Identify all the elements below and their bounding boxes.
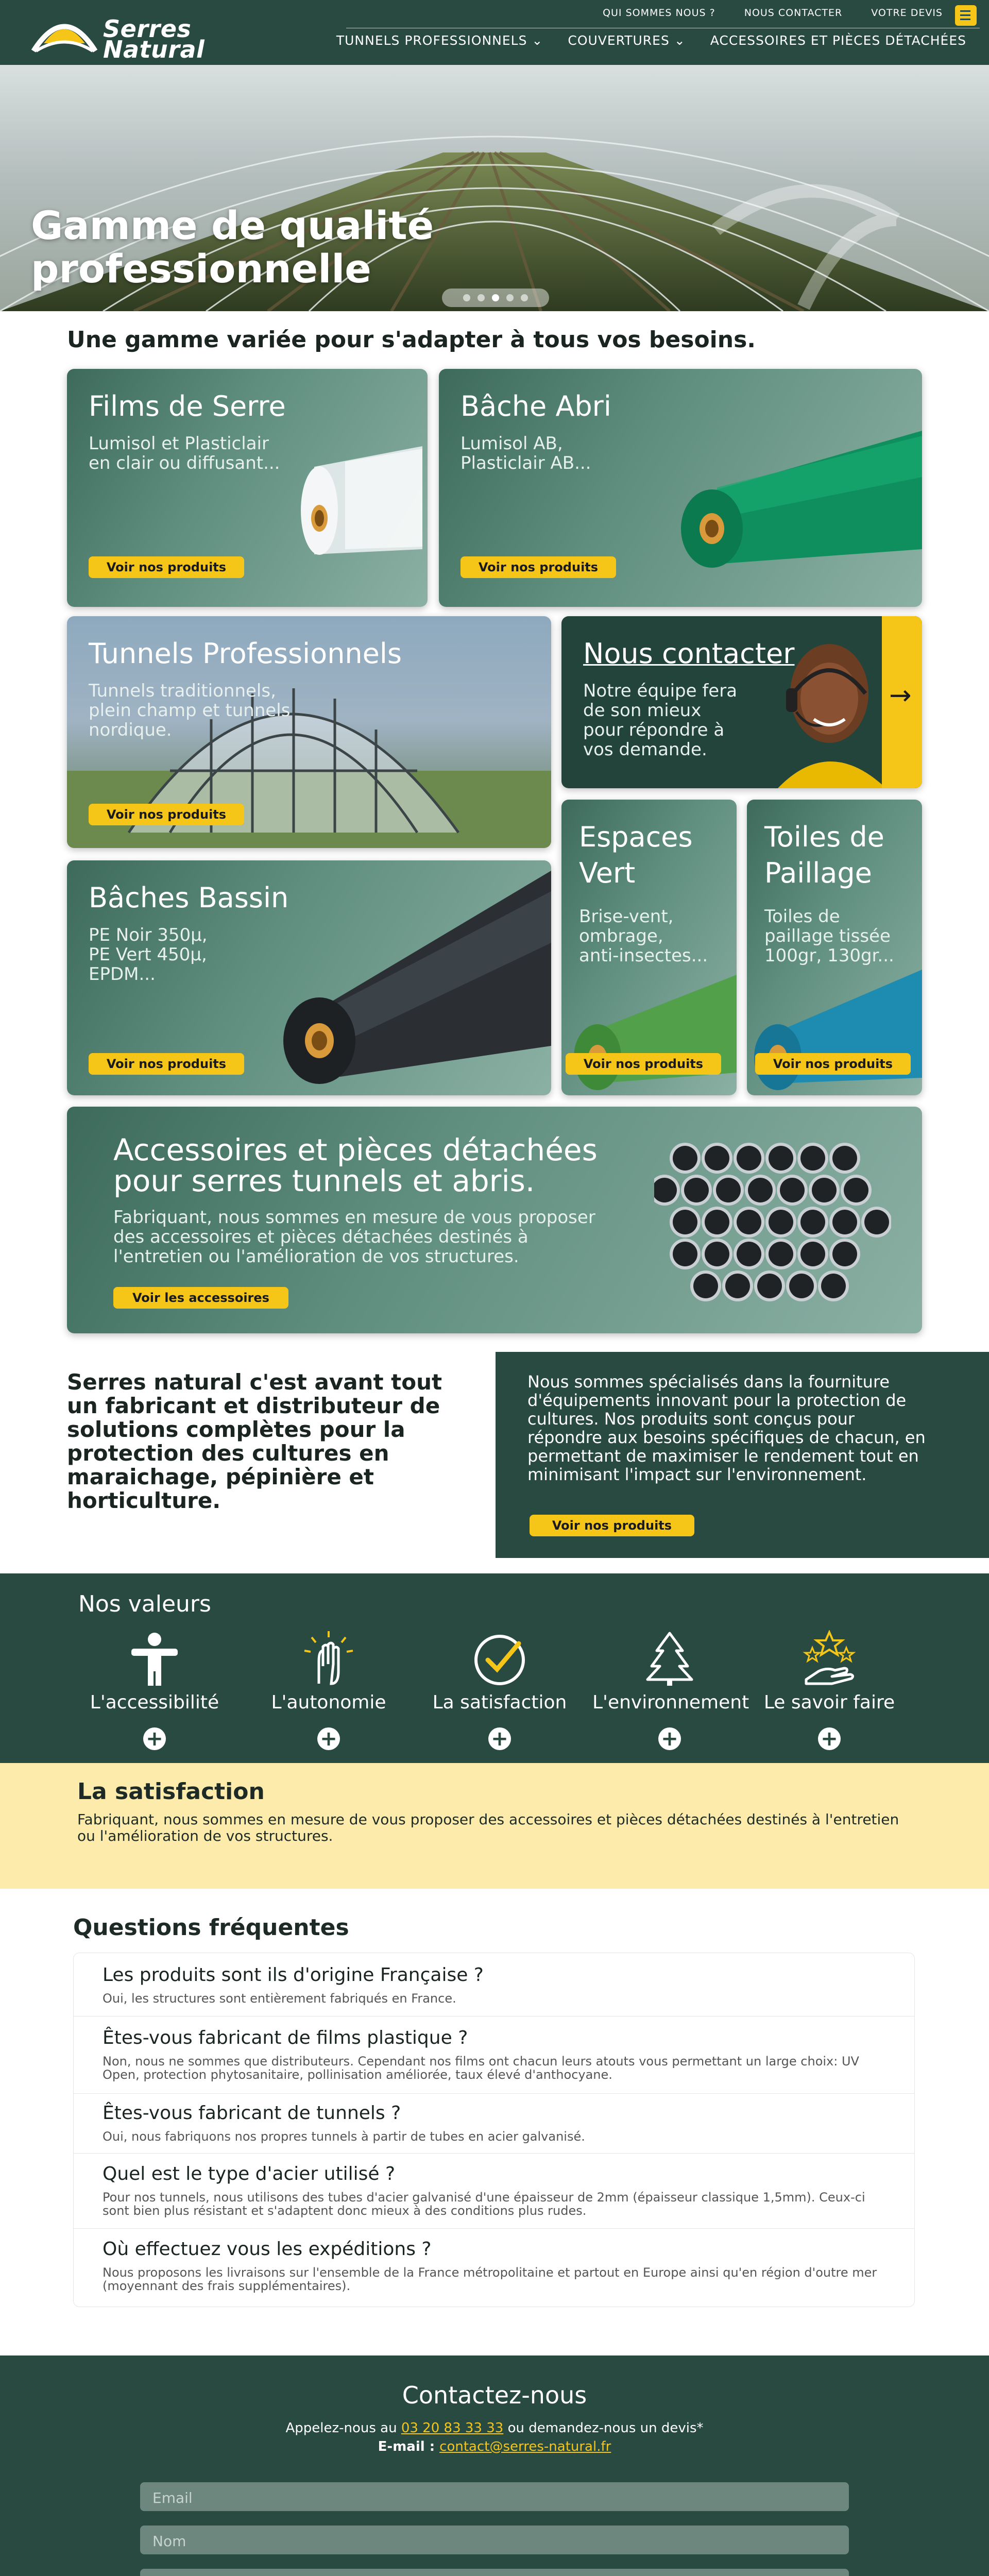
carousel-dot[interactable] [521,294,528,301]
tube-hole [673,1210,697,1234]
card-title [113,1134,598,1196]
card-subtitle [89,925,208,984]
view-products-button[interactable]: Voir nos produits [89,804,244,825]
faq-divider [74,2093,914,2094]
card-title: Bâche Abri [461,390,611,422]
card-title [579,819,693,891]
card-title: Nous contacter [583,637,795,670]
card-subtitle-line: Notre équipe fera [583,681,738,701]
hero-title [31,204,434,291]
about-text: Nous sommes spécialisés dans la fourniture d'équipements innovant pour la protection de cultures. Nos produits sont conçus pour répondre aux besoins spécifiques de chacun, en permettant de maximiser le rendement tout en minimisant l'impact sur l'environnement. [527,1372,926,1484]
faq-question[interactable]: Les produits sont ils d'origine Française ? [103,1964,484,1986]
card-subtitle-line: EPDM... [89,964,156,985]
tube-hole [821,1274,846,1298]
card-subtitle-line: nordique. [89,720,172,740]
tube-hole [737,1146,761,1171]
card-subtitle [579,907,708,965]
card-subtitle-line: 100gr, 130gr... [764,945,894,966]
card-subtitle-line: PE Vert 450µ, [89,944,207,965]
card-title: Films de Serre [89,390,286,422]
value-environnement [592,1630,747,1750]
green-tarp-roll-image [645,415,922,570]
card-baches-bassin[interactable] [67,860,551,1095]
view-products-button[interactable]: Voir nos produits [89,556,244,578]
tube-hole [800,1210,825,1234]
card-accessoires[interactable] [67,1107,922,1333]
carousel-dots [442,289,549,307]
expand-plus-icon[interactable]: + [143,1727,166,1750]
value-detail-panel [0,1763,989,1889]
hero-title-line-1: Gamme de qualité [31,202,434,248]
expand-plus-icon[interactable]: + [658,1727,681,1750]
contact-email-line [0,2439,989,2454]
check-circle-icon [471,1630,528,1687]
tree-icon [641,1630,698,1687]
tube-hole [725,1274,750,1298]
tube-hole [705,1210,729,1234]
card-subtitle [583,681,737,759]
card-subtitle-line: l'entretien ou l'amélioration de vos structures. [113,1246,519,1267]
tube-hole [748,1178,773,1202]
contact-phone-suffix: ou demandez-nous un devis* [503,2420,704,2436]
card-toiles-de-paillage[interactable] [747,800,922,1095]
view-products-button[interactable]: Voir nos produits [566,1053,721,1075]
carousel-dot[interactable] [478,294,485,301]
tube-hole [705,1242,729,1266]
card-title-line: Toiles de [764,821,884,853]
card-subtitle-line: pour répondre à [583,720,725,740]
faq-item[interactable] [103,2103,891,2143]
card-subtitle [89,681,290,740]
tube-hole [705,1146,729,1171]
tube-hole [832,1242,857,1266]
about-statement: Serres natural c'est avant tout un fabricant et distributeur de solutions complètes pour la protection des cultures en maraichage, pépinière et horticulture. [67,1369,442,1513]
faq-item[interactable] [103,2027,891,2081]
value-label: La satisfaction [432,1692,567,1713]
card-subtitle-line: Lumisol AB, [461,433,563,454]
tube-hole [757,1274,782,1298]
faq-list [73,1953,915,2307]
view-accessories-button[interactable]: Voir les accessoires [113,1287,288,1309]
top-link-about[interactable]: QUI SOMMES NOUS ? [603,7,715,19]
logo[interactable] [31,7,205,63]
logo-text-line-2: Natural [103,36,205,63]
values-section [0,1573,989,1763]
value-autonomie [251,1630,406,1750]
card-subtitle-line: Fabriquant, nous sommes en mesure de vous proposer [113,1207,595,1228]
view-products-button[interactable]: Voir nos produits [755,1053,911,1075]
card-espaces-vert[interactable] [561,800,737,1095]
faq-answer: Oui, les structures sont entièrement fabriqués en France. [103,1991,456,2006]
card-title-line: Espaces [579,821,693,853]
view-products-button[interactable]: Voir nos produits [89,1053,244,1075]
email-link[interactable]: contact@serres-natural.fr [439,2439,611,2454]
top-link-contact[interactable]: NOUS CONTACTER [744,7,843,19]
values-title: Nos valeurs [78,1591,211,1617]
value-savoir-faire [752,1630,907,1750]
tube-hole [800,1146,825,1171]
tube-hole [684,1178,709,1202]
card-subtitle [461,434,591,473]
top-nav [603,7,943,19]
contact-footer [0,2355,989,2576]
card-subtitle-line: Lumisol et Plasticlair [89,433,269,454]
name-field[interactable]: Nom [140,2526,849,2554]
logo-text [103,15,205,63]
tube-hole [864,1210,889,1234]
contact-phone-prefix: Appelez-nous au [285,2420,401,2436]
hero-banner [0,65,989,311]
faq-answer: Pour nos tunnels, nous utilisons des tubes d'acier galvanisé d'une épaisseur de 2mm (épaisseur classique 1,5mm). Ceux-ci sont bien plus résistant et s'adaptent donc mieux à des conditions plus rudes. [103,2190,865,2218]
faq-question[interactable]: Êtes-vous fabricant de tunnels ? [103,2103,401,2124]
faq-item[interactable] [103,1964,891,2005]
view-products-button[interactable]: Voir nos produits [461,556,616,578]
tube-hole [769,1210,793,1234]
main-nav [336,33,966,48]
faq-question[interactable]: Êtes-vous fabricant de films plastique ? [103,2027,468,2048]
value-detail-title: La satisfaction [77,1778,265,1805]
expand-plus-icon[interactable]: + [317,1727,340,1750]
tube-hole [673,1242,697,1266]
card-title-line: Paillage [764,857,872,889]
tube-hole [737,1210,761,1234]
card-subtitle-line: Tunnels traditionnels, [89,681,276,701]
tube-hole [812,1178,837,1202]
arrow-right-icon[interactable] [882,616,922,788]
card-title-line: Accessoires et pièces détachées [113,1132,598,1167]
logo-sun-icon [31,7,98,54]
film-roll-image [283,446,428,560]
faq-divider [74,2153,914,2154]
card-subtitle [113,1208,595,1266]
tube-hole [737,1242,761,1266]
card-title-line: Vert [579,857,636,889]
value-accessibilite [77,1630,232,1750]
card-subtitle [89,434,280,473]
card-subtitle-line: des accessoires et pièces détachées destinés à [113,1227,528,1247]
steel-tubes-image [654,1138,891,1308]
card-subtitle-line: PE Noir 350µ, [89,925,208,945]
chevron-down-icon: ⌄ [674,33,686,48]
tube-hole [769,1242,793,1266]
card-subtitle-line: anti-insectes... [579,945,708,966]
tube-hole [673,1146,697,1171]
card-subtitle-line: ombrage, [579,926,663,946]
raised-hand-icon [300,1630,357,1687]
faq-question[interactable]: Où effectuez vous les expéditions ? [103,2239,432,2260]
card-title [764,819,884,891]
nav-item-couvertures-label: COUVERTURES [568,33,670,48]
carousel-dot-active[interactable] [492,294,499,301]
email-field[interactable]: Email [140,2482,849,2511]
logo-text-line-1: Serres [103,15,192,43]
about-panel [496,1352,989,1558]
contact-phone-line [0,2420,989,2436]
contact-title: Contactez-nous [402,2381,587,2409]
value-label: Le savoir faire [763,1692,895,1713]
value-label: L'autonomie [271,1692,386,1713]
value-label: L'environnement [592,1692,749,1713]
card-films-de-serre[interactable] [67,369,428,607]
expand-plus-icon[interactable]: + [488,1727,511,1750]
card-subtitle-line: en clair ou diffusant... [89,453,280,473]
card-subtitle-line: plein champ et tunnels [89,700,291,721]
tube-hole [716,1178,741,1202]
tube-hole [800,1242,825,1266]
black-tarp-roll-image [268,860,551,1095]
nav-item-accessoires[interactable]: ACCESSOIRES ET PIÈCES DÉTACHÉES [710,33,966,48]
card-tunnels-professionnels[interactable] [67,616,551,848]
tube-hole [832,1210,857,1234]
faq-item[interactable] [103,2163,891,2217]
carousel-dot[interactable] [506,294,514,301]
nav-item-tunnels-label: TUNNELS PROFESSIONNELS [336,33,527,48]
faq-title: Questions fréquentes [73,1914,349,1941]
faq-question[interactable]: Quel est le type d'acier utilisé ? [103,2163,396,2184]
tube-hole [789,1274,814,1298]
chevron-down-icon: ⌄ [532,33,543,48]
faq-divider [74,2228,914,2229]
tube-hole [693,1274,718,1298]
stars-hand-icon [801,1630,858,1687]
faq-answer: Nous proposons les livraisons sur l'ensemble de la France métropolitaine et partout en Europe ainsi qu'en région d'outre mer (moyennant des frais supplémentaires). [103,2265,877,2293]
person-icon [126,1630,183,1687]
card-subtitle-line: Toiles de [764,906,840,927]
quote-icon[interactable] [955,5,977,26]
card-subtitle-line: vos demande. [583,739,707,760]
card-title-line: pour serres tunnels et abris. [113,1163,535,1198]
faq-answer: Oui, nous fabriquons nos propres tunnels à partir de tubes en acier galvanisé. [103,2129,585,2144]
carousel-dot[interactable] [463,294,470,301]
hero-title-line-2: professionnelle [31,246,371,292]
faq-answer: Non, nous ne sommes que distributeurs. Cependant nos films ont chacun leurs atouts vous permettant un large choix: UV Open, protection phytosanitaire, pollinisation améliorée, taux élevé d'anthocyane. [103,2054,859,2082]
card-bache-abri[interactable] [439,369,922,607]
card-title: Bâches Bassin [89,882,289,914]
faq-item[interactable] [103,2239,891,2293]
card-subtitle-line: Plasticlair AB... [461,453,591,473]
section-title: Une gamme variée pour s'adapter à tous vos besoins. [67,327,756,353]
tube-hole [832,1146,857,1171]
value-label: L'accessibilité [90,1692,219,1713]
card-subtitle [764,907,894,965]
site-header [0,0,989,65]
value-detail-text: Fabriquant, nous sommes en mesure de vous proposer des accessoires et pièces détachées destinés à l'entretien ou l'amélioration de vos structures. [77,1811,899,1844]
phone-link[interactable]: 03 20 83 33 33 [401,2420,504,2436]
address-field[interactable] [140,2569,849,2576]
email-label: E-mail : [378,2439,440,2454]
tube-hole [844,1178,868,1202]
nav-item-tunnels[interactable] [336,33,543,48]
tube-hole [780,1178,805,1202]
card-subtitle-line: de son mieux [583,700,702,721]
expand-plus-icon[interactable]: + [818,1727,841,1750]
top-link-quote[interactable]: VOTRE DEVIS [871,7,943,19]
view-products-button[interactable]: Voir nos produits [530,1515,694,1536]
nav-item-couvertures[interactable] [568,33,685,48]
card-title: Tunnels Professionnels [89,637,402,670]
tube-hole [769,1146,793,1171]
card-subtitle-line: Brise-vent, [579,906,674,927]
card-nous-contacter[interactable] [561,616,922,788]
card-subtitle-line: paillage tissée [764,926,891,946]
value-satisfaction [422,1630,577,1750]
